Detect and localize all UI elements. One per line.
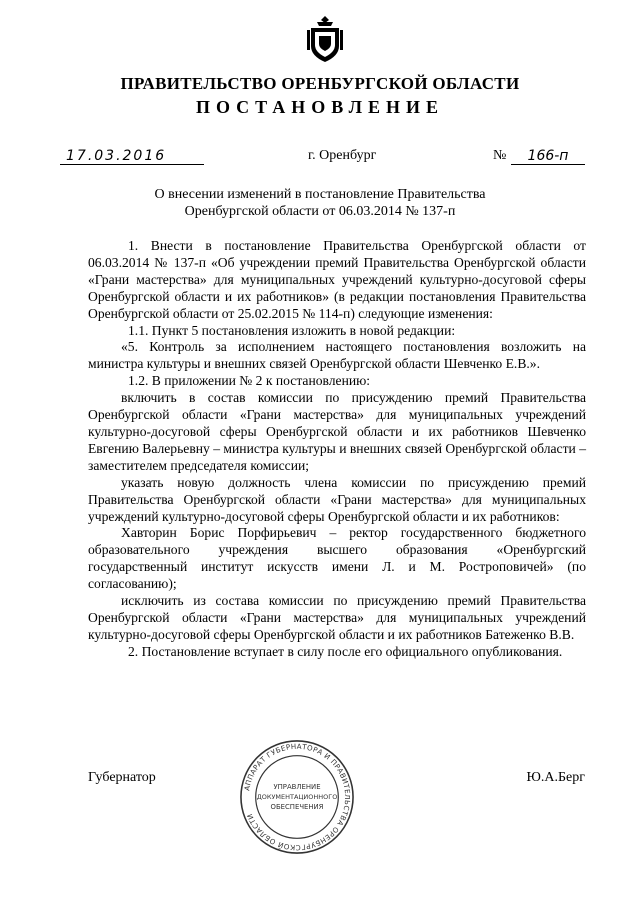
paragraph-new-position: указать новую должность члена комиссии по присуждению премий Правительства Оренбургской области «Грани мастерства» для муниципальных учреждений культурно-досуговой сферы Оренбургской области и их работников: [88,474,586,524]
stamp-inner-line-2: ДОКУМЕНТАЦИОННОГО [256,792,338,801]
signer-title: Губернатор [88,770,156,785]
decree-body [88,238,586,661]
document-type: ПОСТАНОВЛЕНИЕ [195,97,445,117]
stamp-outer-text: АППАРАТ ГУБЕРНАТОРА И ПРАВИТЕЛЬСТВА ОРЕНБУРГСКОЙ ОБЛАСТИ [242,741,353,853]
paragraph-1-2: 1.2. В приложении № 2 к постановлению: [128,373,371,389]
city: г. Оренбург [308,148,377,163]
government-title: ПРАВИТЕЛЬСТВО ОРЕНБУРГСКОЙ ОБЛАСТИ [120,74,520,93]
paragraph-exclude: исключить из состава комиссии по присуждению премий Правительства Оренбургской области «Грани мастерства» для муниципальных учреждений культурно-досуговой сферы Оренбургской области и их работников Батеженко В.В. [88,593,586,642]
paragraph-quote: «5. Контроль за исполнением настоящего постановления возложить на министра культуры и внешних связей Оренбургской области Шевченко Е.В.». [88,339,586,372]
subject-line-2: Оренбургской области от 06.03.2014 № 137-п [184,204,456,219]
stamp-inner-line-1: УПРАВЛЕНИЕ [273,783,321,792]
paragraph-2: 2. Постановление вступает в силу после его официального опубликования. [128,643,563,659]
signer-name: Ю.А.Берг [526,770,585,785]
paragraph-include: включить в состав комиссии по присуждению премий Правительства Оренбургской области «Грани мастерства» для муниципальных учреждений культурно-досуговой сферы Оренбургской области и их работников Шевченко Евгению Валерьевну – министра культуры и внешних связей Оренбургской области – заместителем председателя комиссии; [88,390,586,473]
stamp-inner-line-3: ОБЕСПЕЧЕНИЯ [270,802,324,811]
coat-of-arms-icon [305,14,345,64]
paragraph-1: 1. Внести в постановление Правительства Оренбургской области от 06.03.2014 № 137-п «Об учреждении премий Правительства Оренбургской области «Грани мастерства» для муниципальных учреждений культурно-досуговой сферы Оренбургской области и их работников» (в редакции постановления Правительства Оренбургской области от 25.02.2015 № 114-п) следующие изменения: [88,238,586,321]
subject-line-1: О внесении изменений в постановление Правительства [154,187,486,202]
official-stamp [238,738,356,856]
decree-subject [0,186,640,220]
paragraph-1-1: 1.1. Пункт 5 постановления изложить в новой редакции: [128,322,456,338]
decree-number: 166-п [511,148,585,165]
paragraph-khavtorin: Хавторин Борис Порфирьевич – ректор государственного бюджетного образовательного учреждения высшего образования «Оренбургский государственный институт искусств имени Л. и М. Ростроповичей» (по согласованию); [88,525,586,592]
decree-date: 17.03.2016 [60,148,204,165]
number-label: № [493,148,507,163]
